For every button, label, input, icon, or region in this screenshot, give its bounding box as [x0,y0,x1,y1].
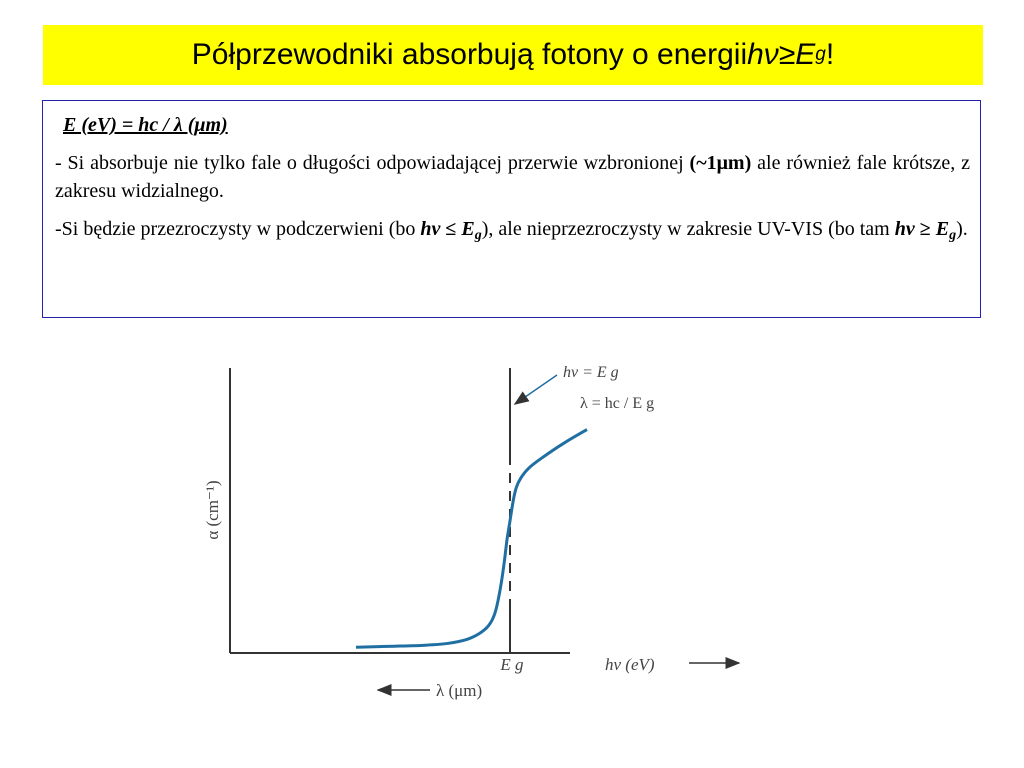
title-e-sub: g [815,44,826,65]
annotation-line-2: λ = hc / E g [580,395,655,412]
annotation-line-1: hν = E g [563,364,619,381]
p2-e: E [461,218,475,240]
title-hv: hν [747,38,779,71]
p1-text2: ale również fale krótsze, z zakresu widzialnego. [55,152,970,202]
p2-e-sub: g [474,228,482,243]
p2-text1: -Si będzie przezroczysty w podczerwieni (bo [55,218,421,240]
p1-bold: (~1μm) [689,152,752,174]
annotation-arrow [515,375,557,404]
p2-text3: ). [956,218,968,240]
p2-text2: ), ale nieprzezroczysty w zakresie UV-VIS (bo tam [481,218,895,240]
title-e: E [795,38,816,71]
lambda-label: λ (μm) [436,681,483,700]
energy-formula: E (eV) = hc / λ (μm) [63,114,228,136]
p2-hv2: hv [894,218,915,240]
title-geq: ≥ [778,38,796,71]
title-prefix: Półprzewodniki absorbują fotony o energii [191,38,748,71]
p2-geq: ≥ [914,218,936,240]
p2-e2: E [935,218,950,240]
x-axis-label: hν (eV) [605,655,655,674]
p1-text1: - Si absorbuje nie tylko fale o długości odpowiadającej przerwie wzbronionej [55,152,690,174]
title-suffix: ! [825,38,835,71]
p2-e2-sub: g [949,228,957,243]
p2-hv: hν [420,218,441,240]
p2-leq: ≤ [440,218,462,240]
absorption-curve [356,430,587,648]
y-axis-label: α (cm⁻¹) [203,480,222,540]
eg-tick-label: E g [500,655,524,674]
